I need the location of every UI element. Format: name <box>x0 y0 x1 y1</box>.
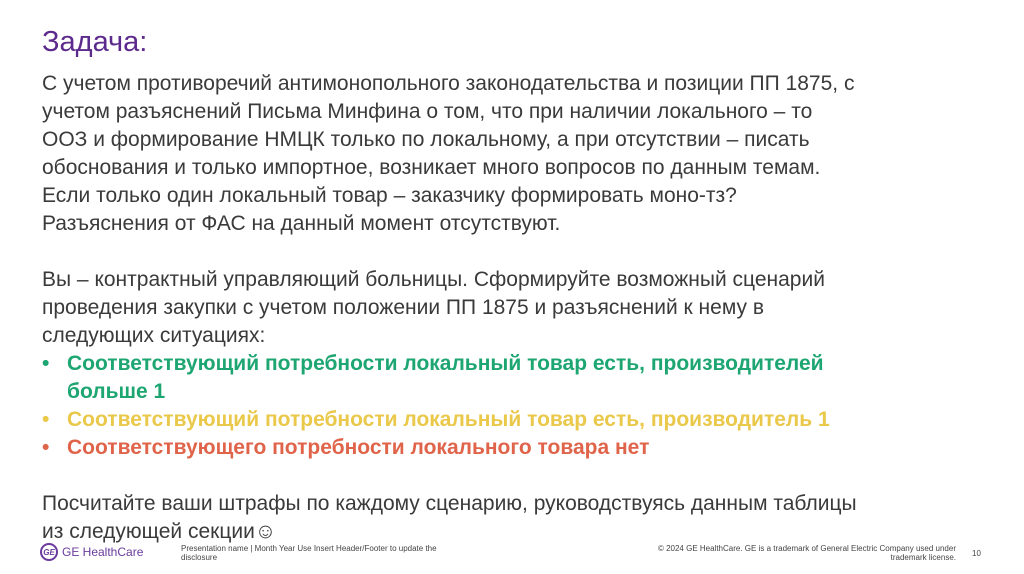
ge-healthcare-logo <box>40 543 143 561</box>
slide-title: Задача: <box>42 26 148 58</box>
bullet-marker: • <box>42 408 50 431</box>
presentation-name-disclosure <box>181 544 481 562</box>
scenario-item-no-local-product <box>42 434 1002 462</box>
scenario-item-one-producer <box>42 406 1002 434</box>
text-line: С учетом противоречий антимонопольного законодательства и позиции ПП 1875, с <box>42 72 855 95</box>
scenario-text-line: больше 1 <box>67 380 166 403</box>
ge-monogram-icon: GE <box>40 543 58 561</box>
paragraph-spacer <box>42 462 1002 490</box>
text-line: из следующей секции☺ <box>42 520 277 543</box>
scenario-text-line: Соответствующий потребности локальный товар есть, производителей <box>67 352 824 375</box>
scenario-list <box>42 350 1002 462</box>
paragraph-task <box>42 266 1002 350</box>
footer-text-line: trademark license. <box>890 553 956 562</box>
text-line: учетом разъяснений Письма Минфина о том, что при наличии локального – то <box>42 100 813 123</box>
page-number: 10 <box>972 549 981 558</box>
text-line: обоснования и только импортное, возникает много вопросов по данным темам. <box>42 156 821 179</box>
copyright-notice <box>628 544 956 562</box>
bullet-marker: • <box>42 352 50 375</box>
text-line: Вы – контрактный управляющий больницы. Сформируйте возможный сценарий <box>42 268 825 291</box>
logo-text: GE HealthCare <box>62 545 144 559</box>
text-line: Посчитайте ваши штрафы по каждому сценарию, руководствуясь данным таблицы <box>42 492 857 515</box>
footer-text-line: disclosure <box>181 553 218 562</box>
scenario-item-several-producers <box>42 350 1002 406</box>
footer-text-line: Presentation name | Month Year Use Insert Header/Footer to update the <box>181 544 437 553</box>
text-line: ООЗ и формирование НМЦК только по локальному, а при отсутствии – писать <box>42 128 810 151</box>
paragraph-context <box>42 70 1002 238</box>
text-line: следующих ситуациях: <box>42 324 266 347</box>
text-line: Разъяснения от ФАС на данный момент отсутствуют. <box>42 212 561 235</box>
bullet-marker: • <box>42 436 50 459</box>
text-line: Если только один локальный товар – заказчику формировать моно-тз? <box>42 184 737 207</box>
paragraph-spacer <box>42 238 1002 266</box>
text-line: проведения закупки с учетом положении ПП 1875 и разъяснений к нему в <box>42 296 764 319</box>
scenario-text-line: Соответствующий потребности локальный товар есть, производитель 1 <box>67 408 830 431</box>
scenario-text-line: Соответствующего потребности локального товара нет <box>67 436 650 459</box>
slide-content <box>42 70 1002 546</box>
paragraph-penalties <box>42 490 1002 546</box>
footer-text-line: © 2024 GE HealthCare. GE is a trademark of General Electric Company used under <box>657 544 956 553</box>
slide-footer <box>0 540 1024 574</box>
